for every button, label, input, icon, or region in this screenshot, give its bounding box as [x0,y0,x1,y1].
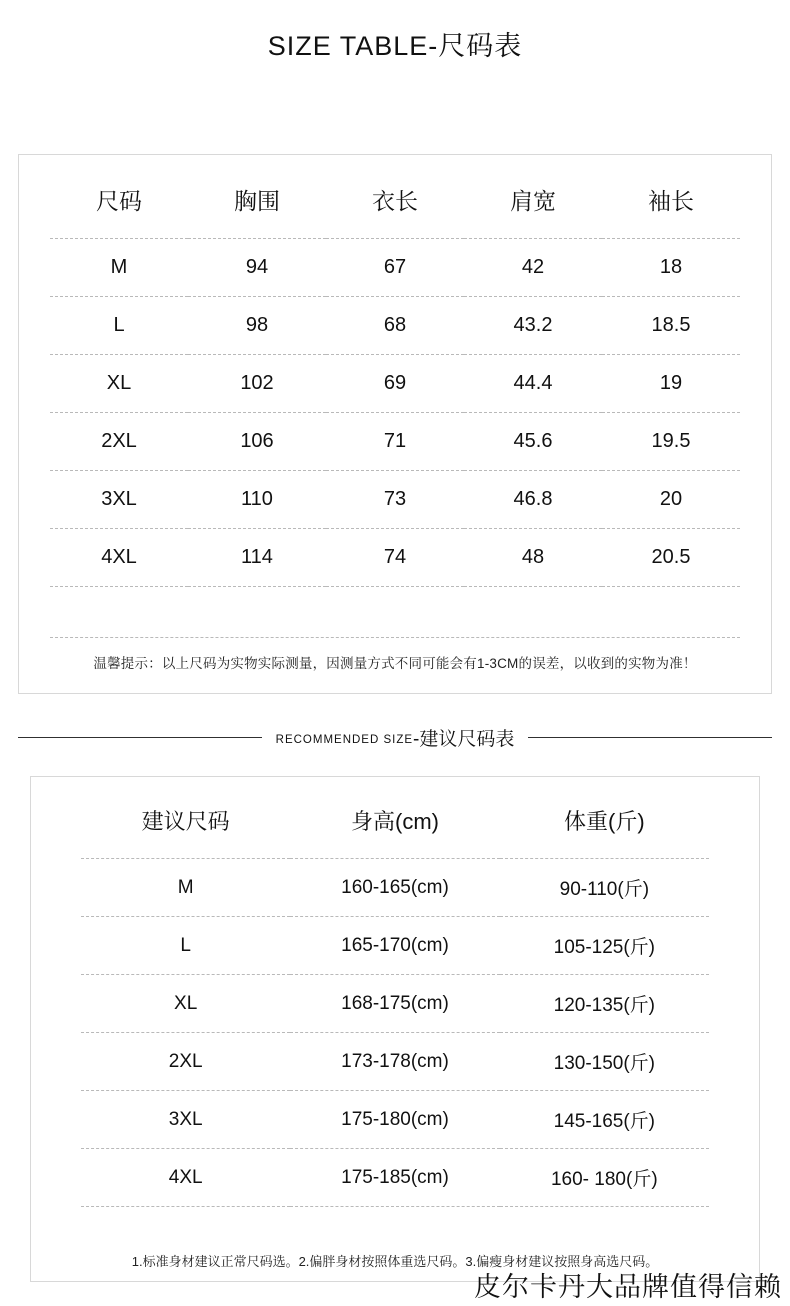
table-cell: 165-170(cm) [290,917,499,975]
table-row [50,239,740,297]
table-row [50,355,740,413]
size-table-header-cell: 尺码 [96,188,142,214]
table-cell: 168-175(cm) [290,975,499,1033]
table-row [81,917,709,975]
table-cell: 130-150(斤) [500,1033,709,1091]
table-cell: L [50,297,188,355]
size-table-header-cell: 胸围 [234,188,280,214]
recommended-size-label-cn: -建议尺码表 [413,729,515,750]
table-cell: 145-165(斤) [500,1091,709,1149]
table-cell: 74 [326,529,464,587]
table-cell: 120-135(斤) [500,975,709,1033]
table-cell: 71 [326,413,464,471]
size-table-note: 温馨提示：以上尺码为实物实际测量，因测量方式不同可能会有1-3CM的误差，以收到的实物为准！ [93,656,697,671]
table-cell: 69 [326,355,464,413]
divider-line-right [528,737,772,738]
table-cell: 2XL [50,413,188,471]
table-cell: 44.4 [464,355,602,413]
size-table-panel [18,154,772,694]
page-title: SIZE TABLE-尺码表 [267,31,523,61]
table-cell: 18.5 [602,297,740,355]
recommended-table-header-row [81,777,709,859]
table-cell: 90-110(斤) [500,859,709,917]
brand-watermark: 皮尔卡丹大品牌值得信赖 [474,1272,782,1303]
recommended-table-head [81,777,709,859]
table-row [50,471,740,529]
size-table-body [50,239,740,587]
size-table-header-cell: 袖长 [648,188,694,214]
table-cell: 175-180(cm) [290,1091,499,1149]
table-cell: 106 [188,413,326,471]
table-cell: 114 [188,529,326,587]
table-cell: 175-185(cm) [290,1149,499,1207]
table-row [81,1091,709,1149]
recommended-table-body [81,859,709,1207]
table-cell: 173-178(cm) [290,1033,499,1091]
recommended-size-divider [18,724,772,751]
size-table-header-cell: 肩宽 [510,188,556,214]
table-cell: 73 [326,471,464,529]
recommended-table-panel [30,776,760,1282]
recommended-table-note: 1.标准身材建议正常尺码选。2.偏胖身材按照体重选尺码。3.偏瘦身材建议按照身高选尺码。 [131,1254,659,1269]
table-row [50,413,740,471]
table-cell: 46.8 [464,471,602,529]
table-cell: L [81,917,290,975]
table-row [81,975,709,1033]
table-cell: 3XL [81,1091,290,1149]
table-cell: 19.5 [602,413,740,471]
table-cell: 42 [464,239,602,297]
table-cell: 18 [602,239,740,297]
recommended-table-header-cell: 身高(cm) [351,809,439,834]
table-cell: 2XL [81,1033,290,1091]
table-cell: XL [81,975,290,1033]
size-table-header-cell: 衣长 [372,188,418,214]
table-cell: 3XL [50,471,188,529]
table-cell: 4XL [50,529,188,587]
table-row [50,297,740,355]
table-cell: 20 [602,471,740,529]
recommended-table [81,777,709,1207]
table-cell: 45.6 [464,413,602,471]
recommended-size-label-en: RECOMMENDED SIZE [275,734,414,746]
table-cell: 20.5 [602,529,740,587]
table-cell: 160-165(cm) [290,859,499,917]
table-cell: 98 [188,297,326,355]
table-row [81,1033,709,1091]
divider-line-left [18,737,262,738]
table-cell: 94 [188,239,326,297]
table-cell: 105-125(斤) [500,917,709,975]
table-cell: M [81,859,290,917]
table-cell: 19 [602,355,740,413]
table-cell: 48 [464,529,602,587]
table-cell: M [50,239,188,297]
table-cell: 4XL [81,1149,290,1207]
table-cell: XL [50,355,188,413]
size-table-header-row [50,155,740,239]
table-cell: 67 [326,239,464,297]
recommended-table-header-cell: 建议尺码 [141,809,230,834]
size-table-footnote-divider [50,637,740,638]
recommended-size-label [262,724,529,751]
table-cell: 102 [188,355,326,413]
size-table [50,155,740,587]
table-row [81,859,709,917]
table-cell: 68 [326,297,464,355]
table-row [50,529,740,587]
table-cell: 43.2 [464,297,602,355]
size-table-head [50,155,740,239]
table-cell: 110 [188,471,326,529]
table-cell: 160- 180(斤) [500,1149,709,1207]
recommended-table-header-cell: 体重(斤) [564,809,645,834]
table-row [81,1149,709,1207]
